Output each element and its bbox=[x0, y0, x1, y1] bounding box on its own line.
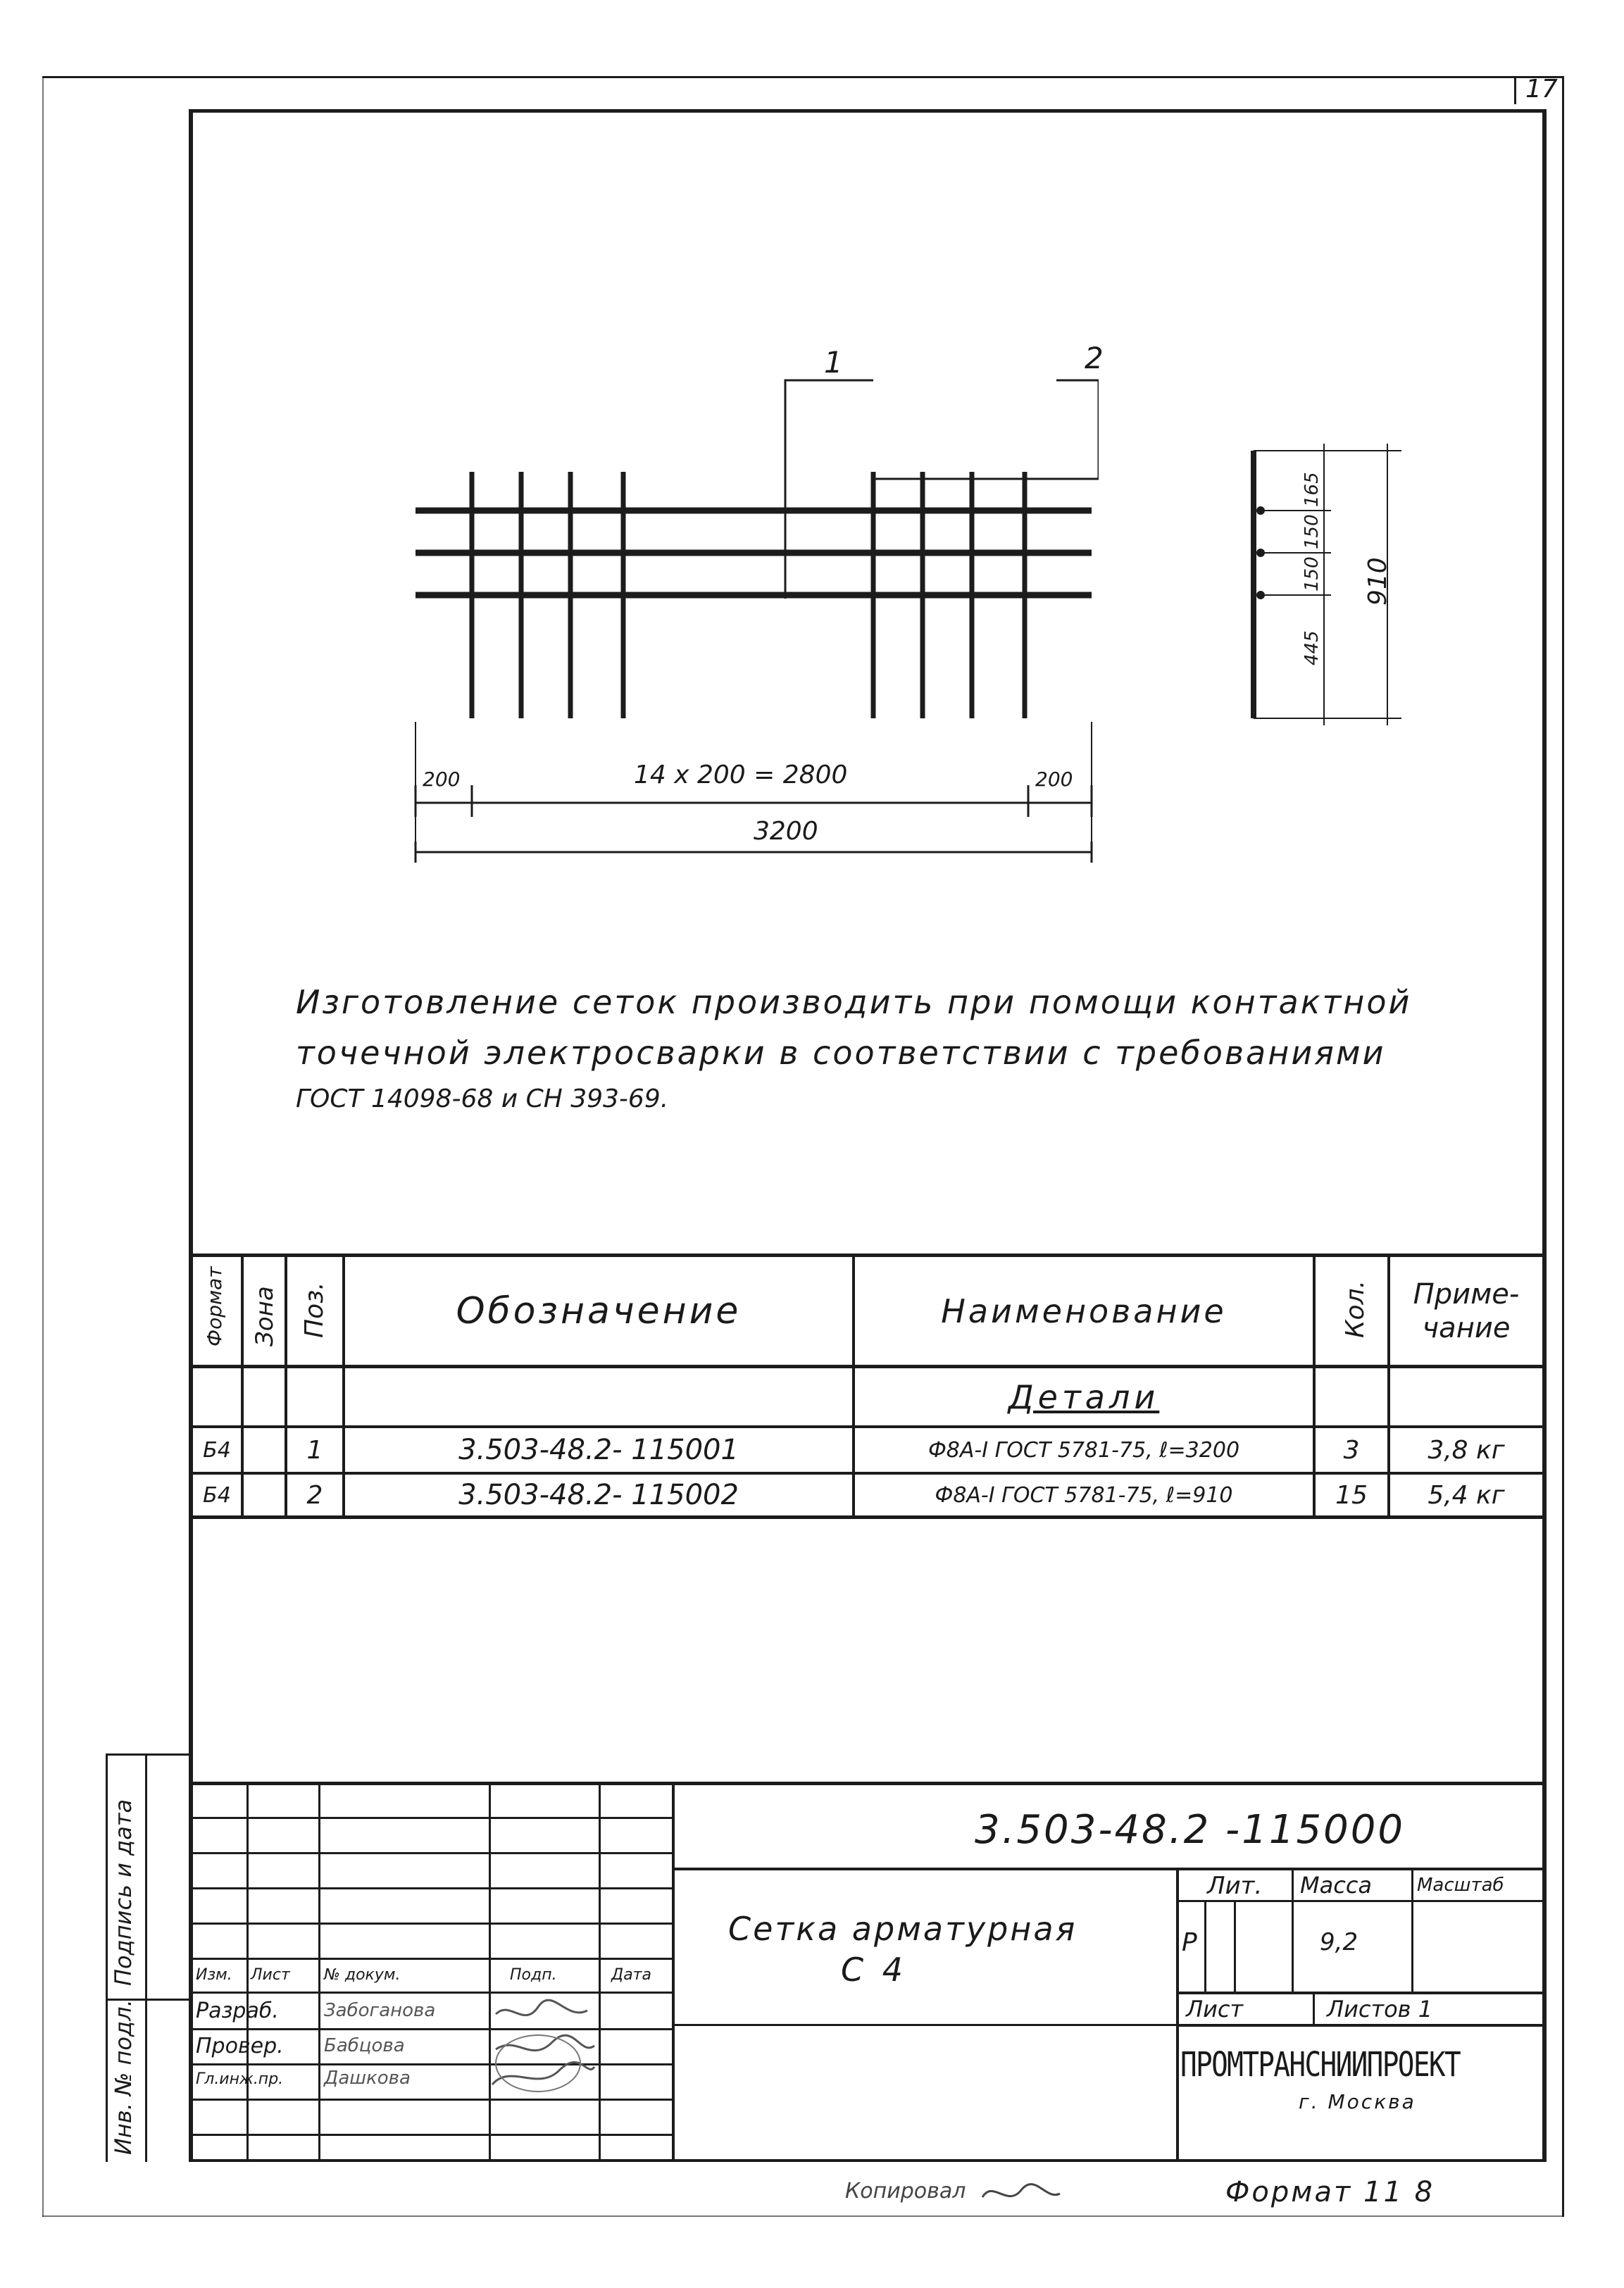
row2-note: 5,4 кг bbox=[1428, 1480, 1505, 1510]
dim-total-label: 3200 bbox=[754, 817, 818, 846]
row1-pos: 1 bbox=[306, 1435, 323, 1465]
row2-qty: 15 bbox=[1335, 1480, 1368, 1510]
leader-2 bbox=[873, 380, 1099, 479]
footer-format: Формат 11 8 bbox=[1225, 2176, 1435, 2208]
callout-1-label: 1 bbox=[824, 345, 843, 380]
row1-format: Б4 bbox=[203, 1437, 231, 1463]
name-chief: Дашкова bbox=[324, 2068, 411, 2089]
row2-format: Б4 bbox=[203, 1482, 231, 1508]
header-pos: Поз. bbox=[300, 1282, 329, 1338]
sheet-label: Лист bbox=[1186, 1996, 1244, 2023]
row2-designation: 3.503-48.2- 115002 bbox=[458, 1479, 739, 1511]
note-line-2: точечной электросварки в соответствии с требованиями bbox=[296, 1034, 1386, 1072]
side-stamp-sign-date: Подпись и дата bbox=[110, 1799, 137, 1986]
side-stamp-inv: Инв. № подл. bbox=[110, 1999, 137, 2155]
label-list: Лист bbox=[251, 1966, 290, 1984]
row2-name: Ф8А-I ГОСТ 5781-75, ℓ=910 bbox=[935, 1482, 1233, 1508]
role-chief: Гл.инж.пр. bbox=[196, 2070, 284, 2088]
role-developer: Разраб. bbox=[196, 1999, 279, 2023]
row1-name: Ф8А-I ГОСТ 5781-75, ℓ=3200 bbox=[927, 1437, 1240, 1463]
page-number: 17 bbox=[1525, 75, 1558, 104]
page-number-box-left bbox=[1514, 76, 1516, 104]
mass-label: Масса bbox=[1300, 1872, 1373, 1899]
section-title-details: Детали bbox=[1008, 1377, 1160, 1416]
side-dim-150b: 150 bbox=[1301, 556, 1323, 592]
side-dim-165: 165 bbox=[1301, 472, 1323, 507]
spec-table bbox=[193, 1254, 1542, 1549]
inner-frame-top bbox=[189, 109, 1547, 113]
header-designation: Обозначение bbox=[456, 1289, 742, 1332]
header-name: Наименование bbox=[941, 1292, 1227, 1330]
lit-label: Лит. bbox=[1207, 1872, 1263, 1900]
title-doc-number: 3.503-48.2 -115000 bbox=[975, 1807, 1405, 1853]
row1-designation: 3.503-48.2- 115001 bbox=[458, 1434, 739, 1466]
leader-1 bbox=[785, 380, 873, 599]
name-developer: Забоганова bbox=[324, 2000, 436, 2021]
org-city: г. Москва bbox=[1299, 2090, 1416, 2113]
inner-frame-bottom bbox=[189, 2159, 1547, 2162]
footer-copied-signature bbox=[979, 2176, 1063, 2211]
name-checker: Бабцова bbox=[324, 2035, 405, 2056]
lit-value: Р bbox=[1182, 1928, 1197, 1957]
dim-left-label: 200 bbox=[423, 768, 461, 791]
side-dim-150a: 150 bbox=[1301, 514, 1323, 549]
side-view-drawing bbox=[1239, 444, 1423, 739]
callout-2-label: 2 bbox=[1085, 341, 1104, 375]
header-qty: Кол. bbox=[1341, 1280, 1370, 1338]
sheet-title-line1: Сетка арматурная bbox=[728, 1910, 1078, 1948]
footer-copied: Копировал bbox=[845, 2179, 966, 2203]
outer-frame-bottom bbox=[42, 2215, 1563, 2217]
note-line-3: ГОСТ 14098-68 и СН 393-69. bbox=[296, 1084, 669, 1113]
header-format: Формат bbox=[203, 1266, 226, 1346]
sheets-label: Листов 1 bbox=[1327, 1996, 1433, 2023]
org-name: ПРОМТРАНСНИИПРОЕКТ bbox=[1180, 2045, 1461, 2084]
row2-pos: 2 bbox=[306, 1480, 323, 1510]
header-zone: Зона bbox=[251, 1286, 279, 1346]
row1-note: 3,8 кг bbox=[1428, 1435, 1505, 1465]
inner-frame-right bbox=[1542, 109, 1547, 2162]
label-izm: Изм. bbox=[196, 1966, 232, 1984]
side-stamp bbox=[106, 1753, 193, 2162]
label-doc: № докум. bbox=[324, 1966, 401, 1984]
signature-scribbles bbox=[489, 1993, 599, 2099]
outer-frame-top bbox=[42, 76, 1563, 78]
side-dim-910: 910 bbox=[1363, 557, 1392, 606]
side-dim-445: 445 bbox=[1301, 630, 1323, 665]
mass-value: 9,2 bbox=[1320, 1928, 1358, 1956]
title-block bbox=[193, 1782, 1542, 2159]
scale-label: Масштаб bbox=[1417, 1875, 1504, 1896]
note-line-1: Изготовление сеток производить при помощи контактной bbox=[296, 983, 1412, 1021]
label-sign: Подп. bbox=[510, 1966, 557, 1984]
outer-frame-left bbox=[42, 76, 44, 2217]
header-note: Приме- чание bbox=[1413, 1277, 1520, 1344]
role-checker: Провер. bbox=[196, 2034, 284, 2058]
label-date: Дата bbox=[611, 1966, 651, 1984]
dim-middle-label: 14 x 200 = 2800 bbox=[634, 761, 848, 789]
dim-right-label: 200 bbox=[1035, 768, 1073, 791]
outer-frame-right bbox=[1562, 76, 1564, 2217]
row1-qty: 3 bbox=[1343, 1435, 1360, 1465]
sheet-title-line2: С 4 bbox=[841, 1951, 908, 1989]
